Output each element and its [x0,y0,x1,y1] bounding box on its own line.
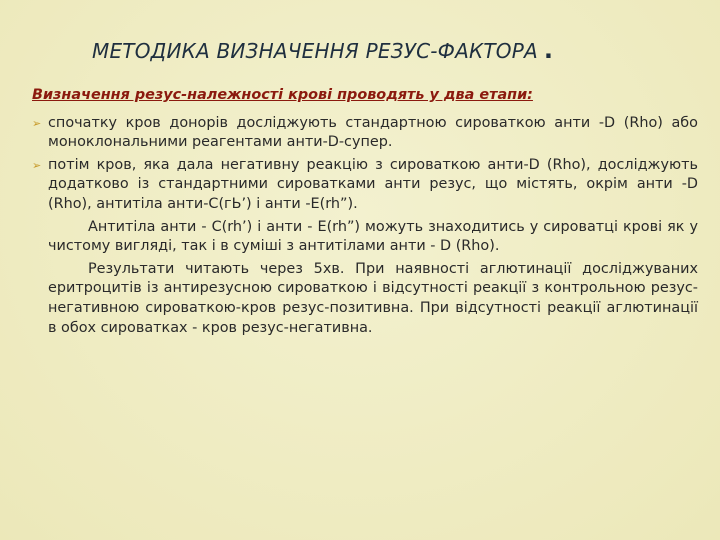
slide-title-dot: . [543,36,554,64]
paragraph: Результати читають через 5хв. При наявності аглютинації досліджуваних еритроцитів із антирезусною сироваткою і відсутності реакції з контрольною резус-негативною сироваткою-кров резус-позитивна. При відсутності реакції аглютинації в обох сироватках - кров резус-негативна. [48,260,698,336]
bullet-item [32,156,698,215]
bullet-text: спочатку кров донорів досліджують стандартною сироваткою анти -D (Rho) або моноклональними реагентами анти-D-супер. [48,114,698,151]
bullet-item [32,114,698,153]
paragraph: Антитіла анти - C(rh’) і анти - E(rh”) можуть знаходитись у сироватці крові як у чистому вигляді, так і в суміші з антитілами анти - D (Rho). [48,218,698,255]
slide-title [92,36,692,64]
bullet-text: потім кров, яка дала негативну реакцію з сироваткою анти-D (Rho), досліджують додатково із стандартними сироватками анти резус, що містять, окрім анти -D (Rho), антитіла анти-С(гЬ’) і анти -E(rh”). [48,156,698,212]
arrow-right-icon: ➢ [32,116,42,130]
arrow-right-icon: ➢ [32,158,42,172]
slide-content [32,86,698,341]
section-heading: Визначення резус-належності крові проводять у два етапи: [32,87,533,103]
slide-title-text: МЕТОДИКА ВИЗНАЧЕННЯ РЕЗУС-ФАКТОРА [92,39,538,63]
